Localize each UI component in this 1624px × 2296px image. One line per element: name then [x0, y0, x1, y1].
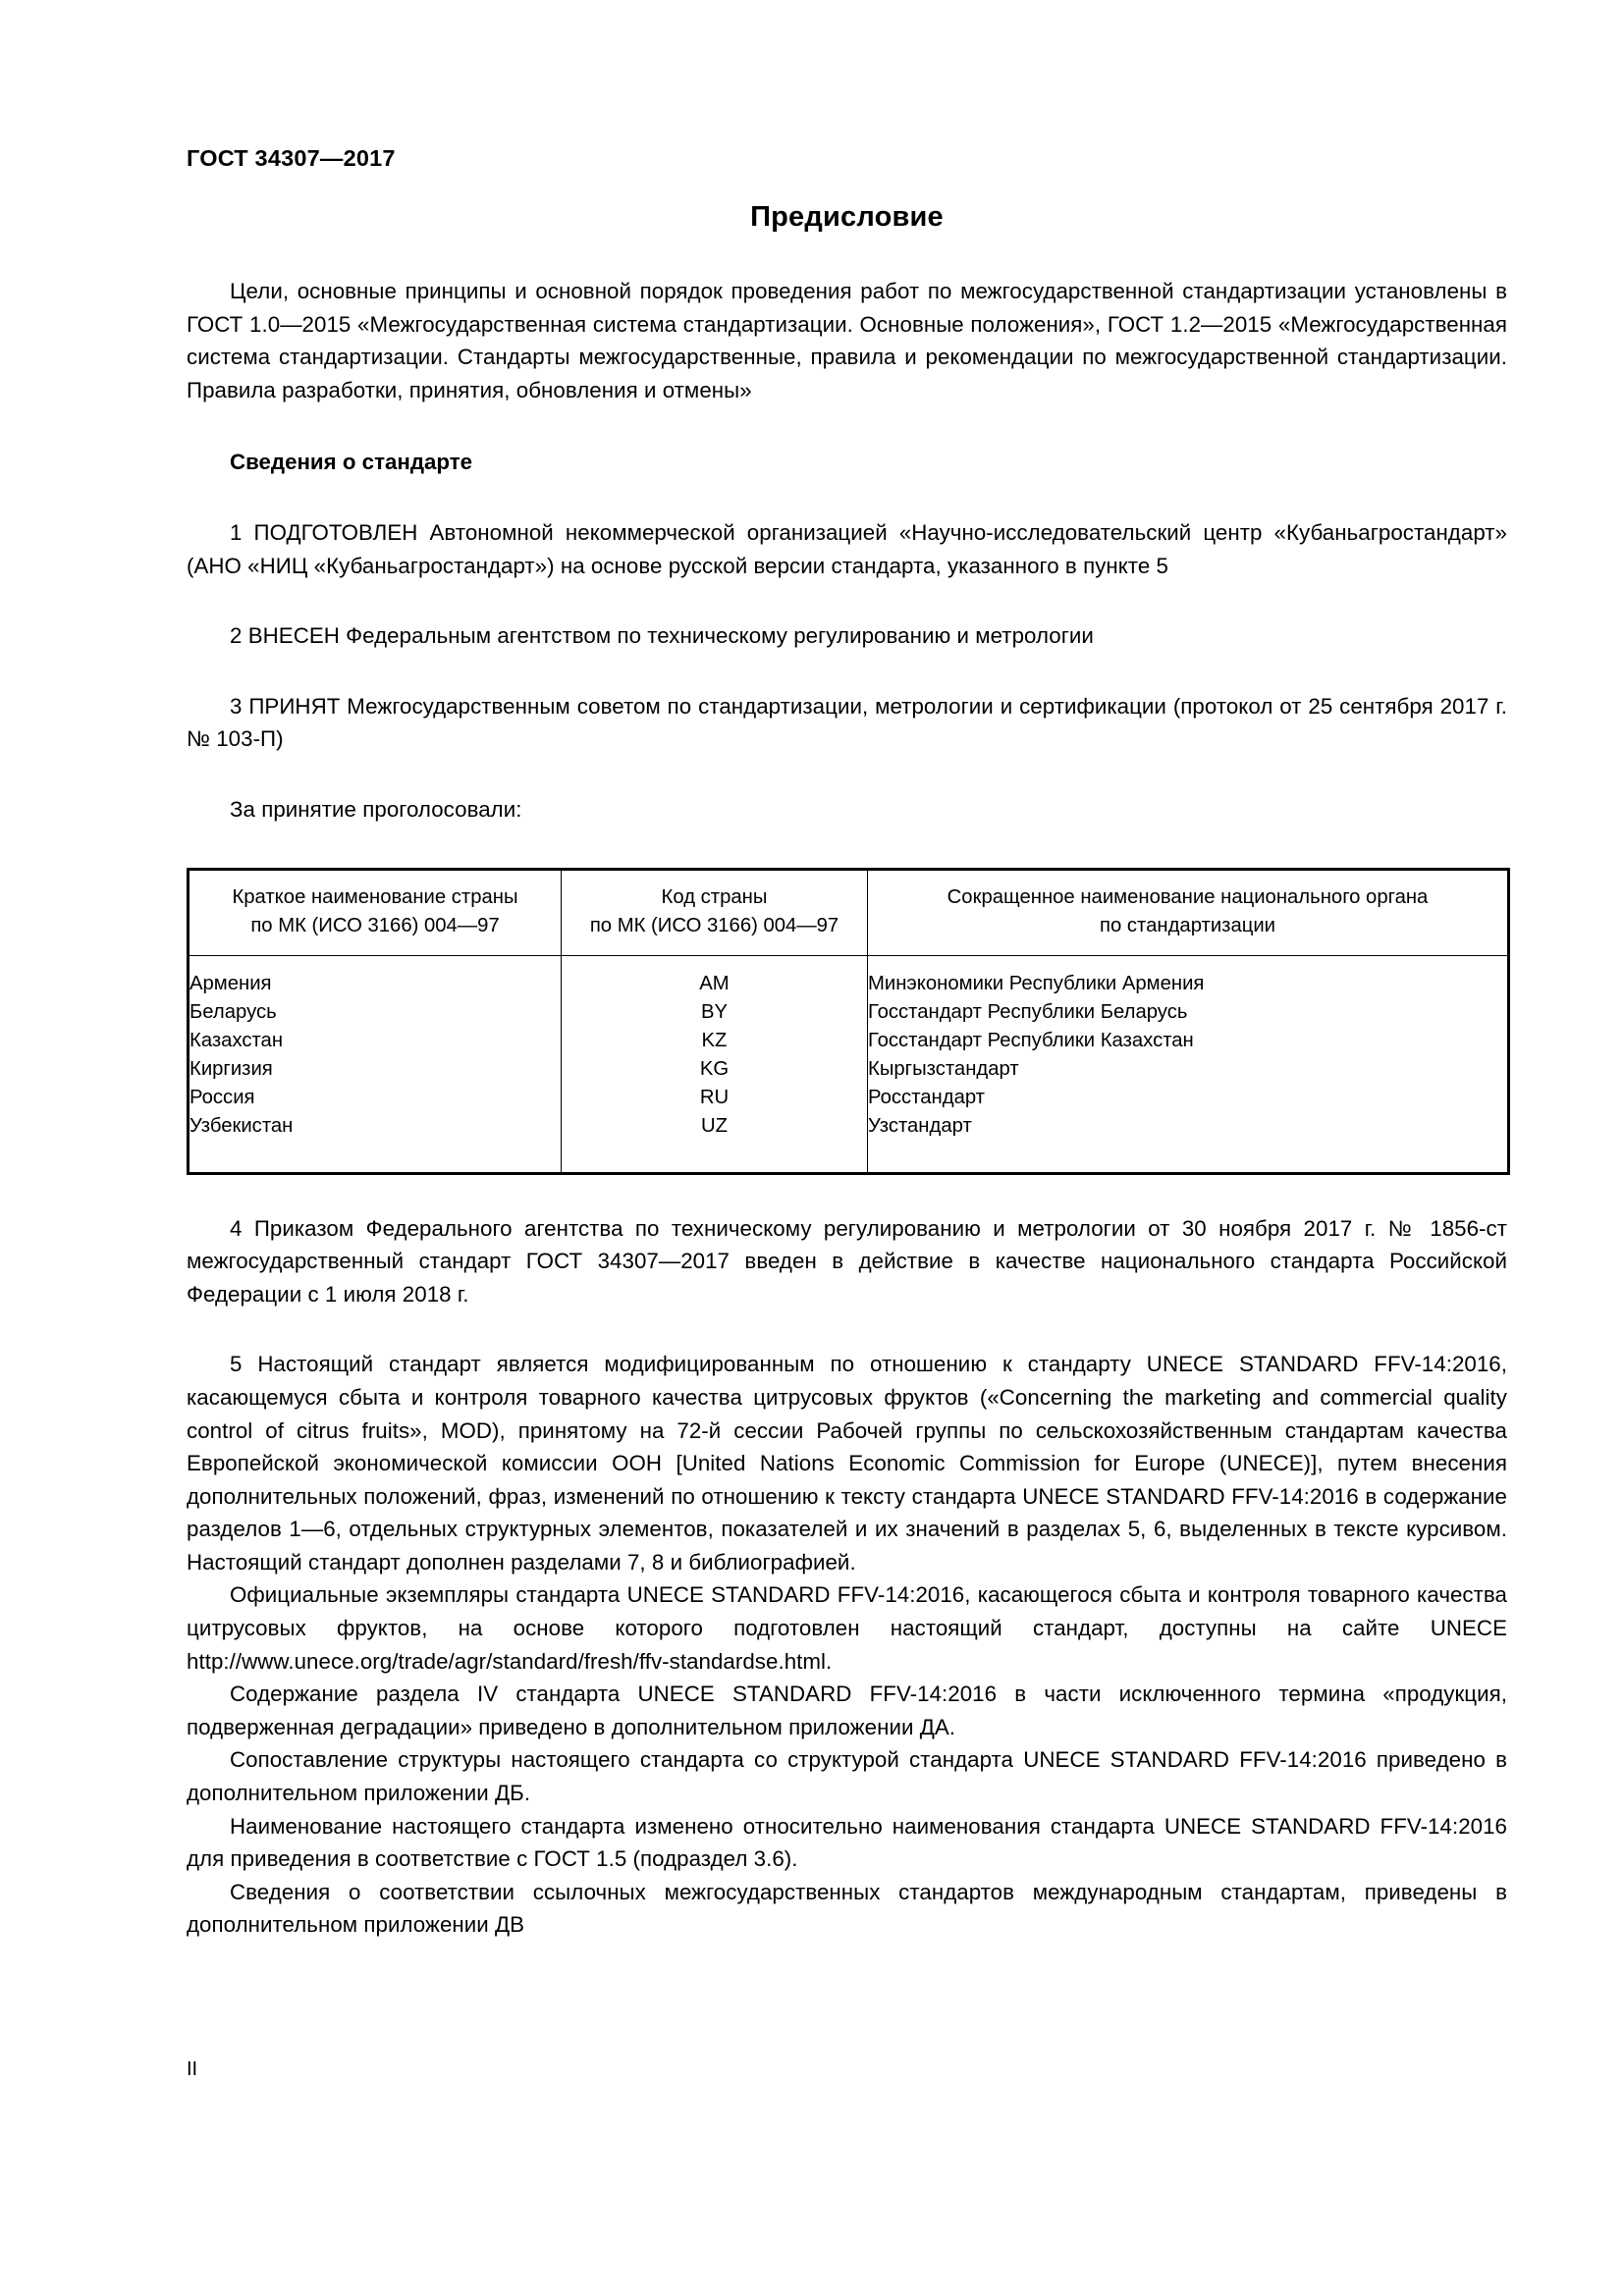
cell-body: Госстандарт Республики Беларусь	[868, 998, 1509, 1027]
cell-code: AM	[562, 955, 868, 998]
foreword-intro-paragraph: Цели, основные принципы и основной порядок проведения работ по межгосударственной стандартизации установлены в ГОСТ 1.0—2015 «Межгосударственная система стандартизации. Основные положения», ГОСТ 1.2—2015 «Межгосударственная система стандартизации. Стандарты межгосударственные, правила и рекомендации по межгосударственной стандартизации. Правила разработки, принятия, обновления и отмены»	[187, 279, 1507, 402]
page-content	[187, 201, 1507, 1942]
cell-country: Беларусь	[189, 998, 562, 1027]
cell-code: BY	[562, 998, 868, 1027]
foreword-item-1: 1 ПОДГОТОВЛЕН Автономной некоммерческой организацией «Научно-исследовательский центр «Кубаньагростандарт» (АНО «НИЦ «Кубаньагростандарт») на основе русской версии стандарта, указанного в пункте 5	[187, 519, 1507, 578]
column-header-code-line2: по МК (ИСО 3166) 004—97	[589, 914, 839, 936]
table-row	[189, 1055, 1509, 1084]
column-header-body-line2: по стандартизации	[1100, 914, 1275, 936]
column-header-country-line1: Краткое наименование страны	[232, 885, 518, 908]
foreword-item-3: 3 ПРИНЯТ Межгосударственным советом по стандартизации, метрологии и сертификации (протокол от 25 сентября 2017 г. № 103-П)	[187, 693, 1507, 752]
cell-code: RU	[562, 1084, 868, 1112]
foreword-item-5: 5 Настоящий стандарт является модифицированным по отношению к стандарту UNECE STANDARD FFV-14:2016, касающемуся сбыта и контроля товарного качества цитрусовых фруктов («Concerning the marketing and commercial quality control of citrus fruits», MOD), принятому на 72-й сессии Рабочей группы по сельскохозяйственным стандартам качества Европейской экономической комиссии ООН [United Nations Economic Commission for Europe (UNECE)], путем внесения дополнительных положений, фраз, изменений по отношению к тексту стандарта UNECE STANDARD FFV-14:2016 в содержание разделов 1—6, отдельных структурных элементов, показателей и их значений в разделах 5, 6, выделенных в тексте курсивом. Настоящий стандарт дополнен разделами 7, 8 и библиографией.	[187, 1352, 1507, 1575]
running-header: ГОСТ 34307—2017	[187, 145, 396, 171]
column-header-country-line2: по МК (ИСО 3166) 004—97	[250, 914, 500, 936]
cell-country: Казахстан	[189, 1027, 562, 1055]
vote-lead-in: За принятие проголосовали:	[230, 796, 522, 822]
column-header-body-line1: Сокращенное наименование национального органа	[947, 885, 1429, 908]
cell-body: Госстандарт Республики Казахстан	[868, 1027, 1509, 1055]
vote-table	[187, 868, 1510, 1175]
column-header-body	[868, 869, 1509, 955]
page-title: Предисловие	[750, 201, 944, 233]
cell-country: Россия	[189, 1084, 562, 1112]
standard-info-subheading: Сведения о стандарте	[230, 450, 473, 475]
foreword-item-5-paragraph-5: Наименование настоящего стандарта изменено относительно наименования стандарта UNECE STANDARD FFV-14:2016 для приведения в соответствие с ГОСТ 1.5 (подраздел 3.6).	[187, 1813, 1507, 1872]
foreword-item-5-paragraph-4: Сопоставление структуры настоящего стандарта со структурой стандарта UNECE STANDARD FFV-14:2016 приведено в дополнительном приложении ДБ.	[187, 1747, 1507, 1806]
foreword-item-5-paragraph-6: Сведения о соответствии ссылочных межгосударственных стандартов международным стандартам, приведены в дополнительном приложении ДВ	[187, 1879, 1507, 1938]
cell-body: Росстандарт	[868, 1084, 1509, 1112]
table-row	[189, 955, 1509, 998]
table-row	[189, 1084, 1509, 1112]
vote-table-head	[189, 869, 1509, 955]
cell-code: UZ	[562, 1112, 868, 1174]
vote-table-container	[187, 868, 1507, 1175]
table-header-row	[189, 869, 1509, 955]
column-header-country	[189, 869, 562, 955]
cell-body: Минэкономики Республики Армения	[868, 955, 1509, 998]
table-row	[189, 1027, 1509, 1055]
foreword-item-5-paragraph-3: Содержание раздела IV стандарта UNECE STANDARD FFV-14:2016 в части исключенного термина «продукция, подверженная деградации» приведено в дополнительном приложении ДА.	[187, 1682, 1507, 1739]
column-header-code	[562, 869, 868, 955]
page-number: II	[187, 2058, 198, 2080]
column-header-code-line1: Код страны	[661, 885, 768, 908]
cell-country: Армения	[189, 955, 562, 998]
cell-code: KG	[562, 1055, 868, 1084]
table-row	[189, 998, 1509, 1027]
cell-code: KZ	[562, 1027, 868, 1055]
cell-country: Узбекистан	[189, 1112, 562, 1174]
foreword-item-4: 4 Приказом Федерального агентства по техническому регулированию и метрологии от 30 ноября 2017 г. № 1856-ст межгосударственный стандарт ГОСТ 34307—2017 введен в действие в качестве национального стандарта Российской Федерации с 1 июля 2018 г.	[187, 1215, 1507, 1307]
vote-table-body	[189, 955, 1509, 1173]
foreword-item-2: 2 ВНЕСЕН Федеральным агентством по техническому регулированию и метрологии	[230, 623, 1094, 649]
cell-country: Киргизия	[189, 1055, 562, 1084]
foreword-item-5-paragraph-2: Официальные экземпляры стандарта UNECE STANDARD FFV-14:2016, касающегося сбыта и контроля товарного качества цитрусовых фруктов, на основе которого подготовлен настоящий стандарт, доступны на сайте UNECE http://www.unece.org/trade/agr/standard/fresh/ffv-standardse.html.	[187, 1582, 1507, 1674]
cell-body: Кыргызстандарт	[868, 1055, 1509, 1084]
cell-body: Узстандарт	[868, 1112, 1509, 1174]
table-row	[189, 1112, 1509, 1174]
